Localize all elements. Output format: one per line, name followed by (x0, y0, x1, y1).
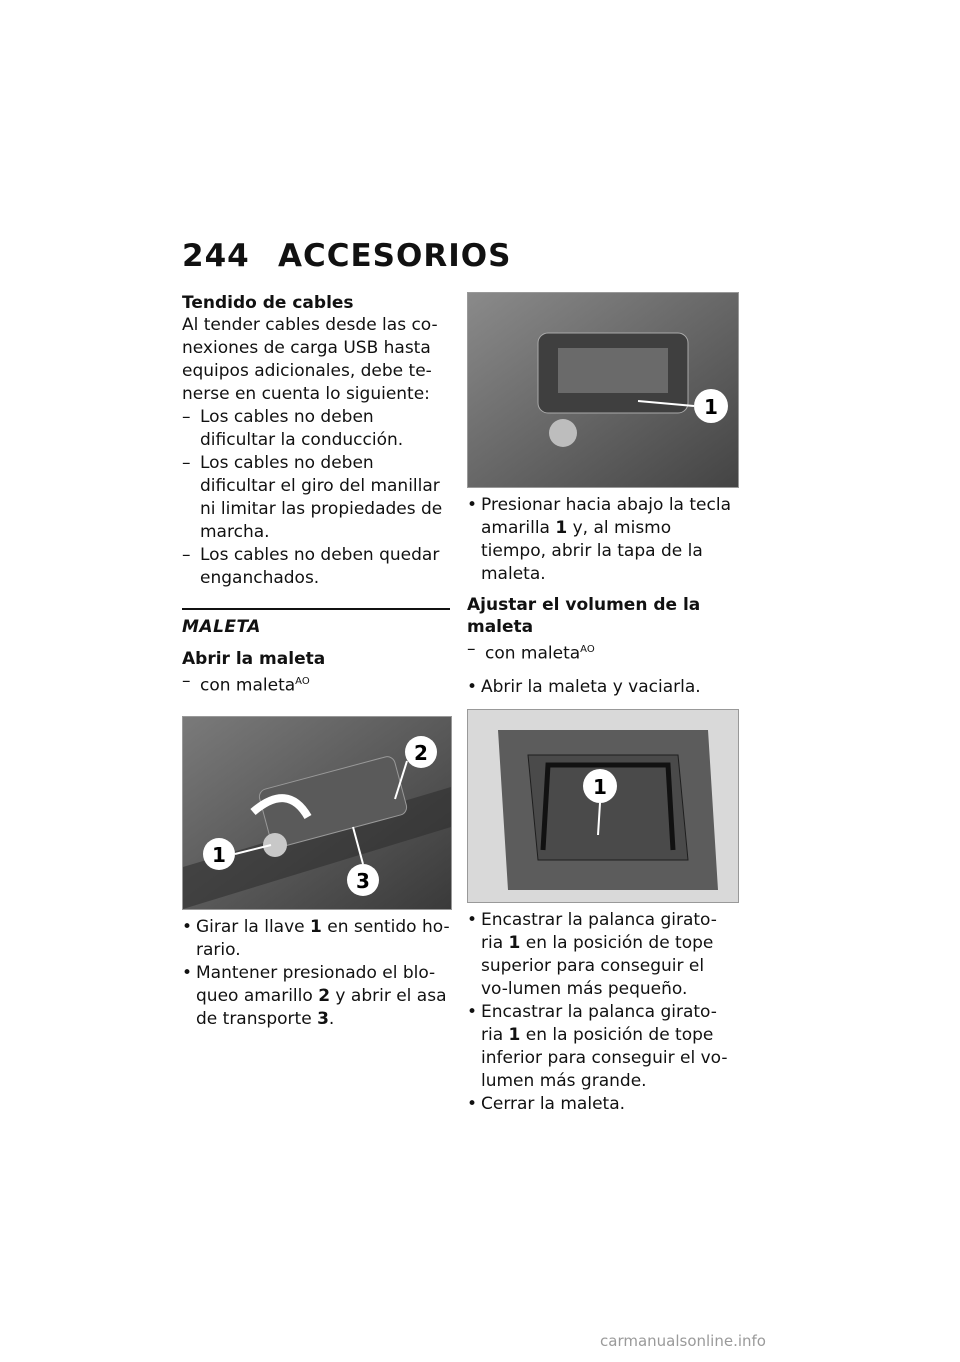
step-item: • Cerrar la maleta. (467, 1093, 735, 1116)
chapter-title: ACCESORIOS (278, 238, 512, 274)
step-item: • Girar la llave 1 en sentido ho-rario. (182, 916, 450, 962)
step-item: • Encastrar la palanca girato-ria 1 en la posición de tope inferior para conseguir el vo-lumen más grande. (467, 1001, 735, 1093)
callout-2: 2 (414, 740, 428, 765)
watermark: carmanualsonline.info (600, 1332, 766, 1350)
right-column (467, 292, 735, 1116)
step-item: • Encastrar la palanca girato-ria 1 en la posición de tope superior para conseguir el vo-lumen más pequeño. (467, 909, 735, 1001)
section-divider (182, 608, 450, 638)
case-lid-photo (467, 292, 739, 488)
tendido-intro: Al tender cables desde las co-nexiones de carga USB hasta equipos adicionales, debe te-nerse en cuenta lo siguiente: (182, 315, 438, 404)
section-title: MALETA (182, 617, 261, 637)
step-item: • Presionar hacia abajo la tecla amarilla 1 y, al mismo tiempo, abrir la tapa de la maleta. (467, 494, 735, 586)
callout-3: 3 (356, 868, 370, 893)
callout-1: 1 (593, 774, 607, 799)
page-header (182, 238, 511, 274)
tendido-item: – Los cables no deben dificultar la conducción. (182, 406, 450, 452)
ajustar-heading: Ajustar el volumen de la maleta (467, 595, 701, 637)
abrir-condition: – con maleta$^{AO}$ (182, 670, 450, 698)
callout-1: 1 (212, 842, 226, 867)
step-item: • Abrir la maleta y vaciarla. (467, 676, 735, 699)
page-number: 244 (182, 238, 250, 274)
ajustar-condition: – con maleta$^{AO}$ (467, 638, 735, 666)
tendido-heading: Tendido de cables (182, 293, 354, 313)
left-column (182, 292, 450, 1031)
tendido-item: – Los cables no deben dificultar el giro del manillar ni limitar las propiedades de marcha. (182, 452, 450, 544)
abrir-heading: Abrir la maleta (182, 649, 326, 669)
tendido-item: – Los cables no deben quedar enganchados. (182, 544, 450, 590)
step-item: • Mantener presionado el blo-queo amarillo 2 y abrir el asa de transporte 3. (182, 962, 450, 1031)
callout-1: 1 (704, 395, 718, 419)
case-lock-photo (182, 716, 452, 910)
case-interior-photo (467, 709, 739, 903)
